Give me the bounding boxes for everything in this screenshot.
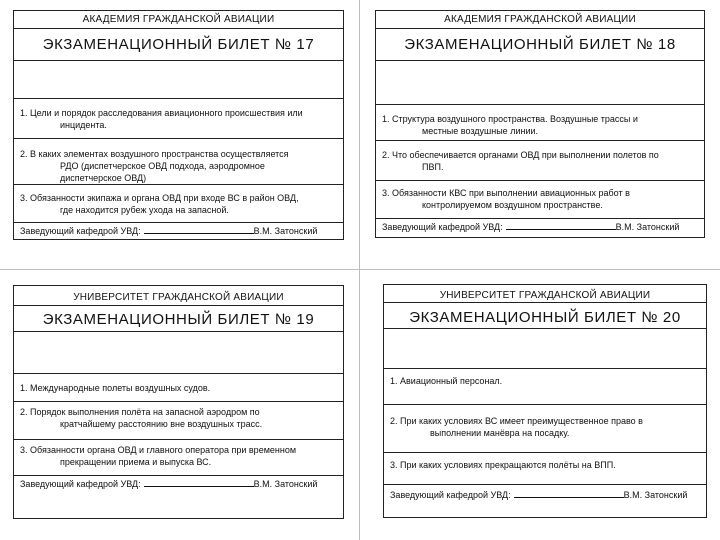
question-1: 1. Международные полеты воздушных судов.: [14, 374, 343, 402]
signature-blank: [144, 225, 254, 234]
question-3: 3. При каких условиях прекращаются полёты на ВПП.: [384, 453, 706, 485]
ticket-org-name: АКАДЕМИЯ ГРАЖДАНСКОЙ АВИАЦИИ: [14, 11, 343, 29]
signature-line: Заведующий кафедрой УВД: В.М. Затонский: [390, 490, 688, 500]
signature-line: Заведующий кафедрой УВД: В.М. Затонский: [382, 222, 680, 232]
signature-blank: [506, 221, 616, 230]
question-1: 1. Авиационный персонал.: [384, 369, 706, 405]
question-2: 2. Порядок выполнения полёта на запасной аэродром по кратчайшему расстоянию вне воздушных трасс.: [14, 402, 343, 440]
vertical-cut-line: [359, 0, 360, 540]
signature-line: Заведующий кафедрой УВД: В.М. Затонский: [20, 226, 318, 236]
ticket-org-name: УНИВЕРСИТЕТ ГРАЖДАНСКОЙ АВИАЦИИ: [384, 285, 706, 303]
signature-blank: [144, 478, 254, 487]
exam-ticket-19: [13, 285, 344, 519]
question-3: 3. Обязанности органа ОВД и главного оператора при временном прекращении приема и выпуска ВС.: [14, 440, 343, 476]
question-1: 1. Цели и порядок расследования авиационного происшествия или инцидента.: [14, 99, 343, 139]
signature-blank: [514, 489, 624, 498]
question-3: 3. Обязанности КВС при выполнении авиационных работ в контролируемом воздушном пространстве.: [376, 181, 704, 219]
question-2: 2. При каких условиях ВС имеет преимущественное право в выполнении манёвра на посадку.: [384, 405, 706, 453]
ticket-title: ЭКЗАМЕНАЦИОННЫЙ БИЛЕТ № 17: [14, 29, 343, 61]
ticket-title: ЭКЗАМЕНАЦИОННЫЙ БИЛЕТ № 18: [376, 29, 704, 61]
question-1: 1. Структура воздушного пространства. Воздушные трассы и местные воздушные линии.: [376, 105, 704, 141]
question-2: 2. Что обеспечивается органами ОВД при выполнении полетов по ПВП.: [376, 141, 704, 181]
ticket-title: ЭКЗАМЕНАЦИОННЫЙ БИЛЕТ № 19: [14, 306, 343, 332]
ticket-blank-area: [14, 61, 343, 99]
exam-ticket-20: [383, 284, 707, 518]
exam-ticket-17: [13, 10, 344, 240]
horizontal-cut-line: [0, 269, 720, 270]
exam-ticket-18: [375, 10, 705, 238]
ticket-title: ЭКЗАМЕНАЦИОННЫЙ БИЛЕТ № 20: [384, 303, 706, 329]
ticket-blank-area: [384, 329, 706, 369]
signature-line: Заведующий кафедрой УВД: В.М. Затонский: [20, 479, 318, 489]
question-2: 2. В каких элементах воздушного пространства осуществляется РДО (диспетчерское ОВД подхода, аэродромное диспетчерское ОВД): [14, 139, 343, 185]
ticket-blank-area: [376, 61, 704, 105]
ticket-org-name: УНИВЕРСИТЕТ ГРАЖДАНСКОЙ АВИАЦИИ: [14, 286, 343, 306]
ticket-org-name: АКАДЕМИЯ ГРАЖДАНСКОЙ АВИАЦИИ: [376, 11, 704, 29]
question-3: 3. Обязанности экипажа и органа ОВД при входе ВС в район ОВД, где находится рубеж ухода на запасной.: [14, 185, 343, 223]
ticket-blank-area: [14, 332, 343, 374]
